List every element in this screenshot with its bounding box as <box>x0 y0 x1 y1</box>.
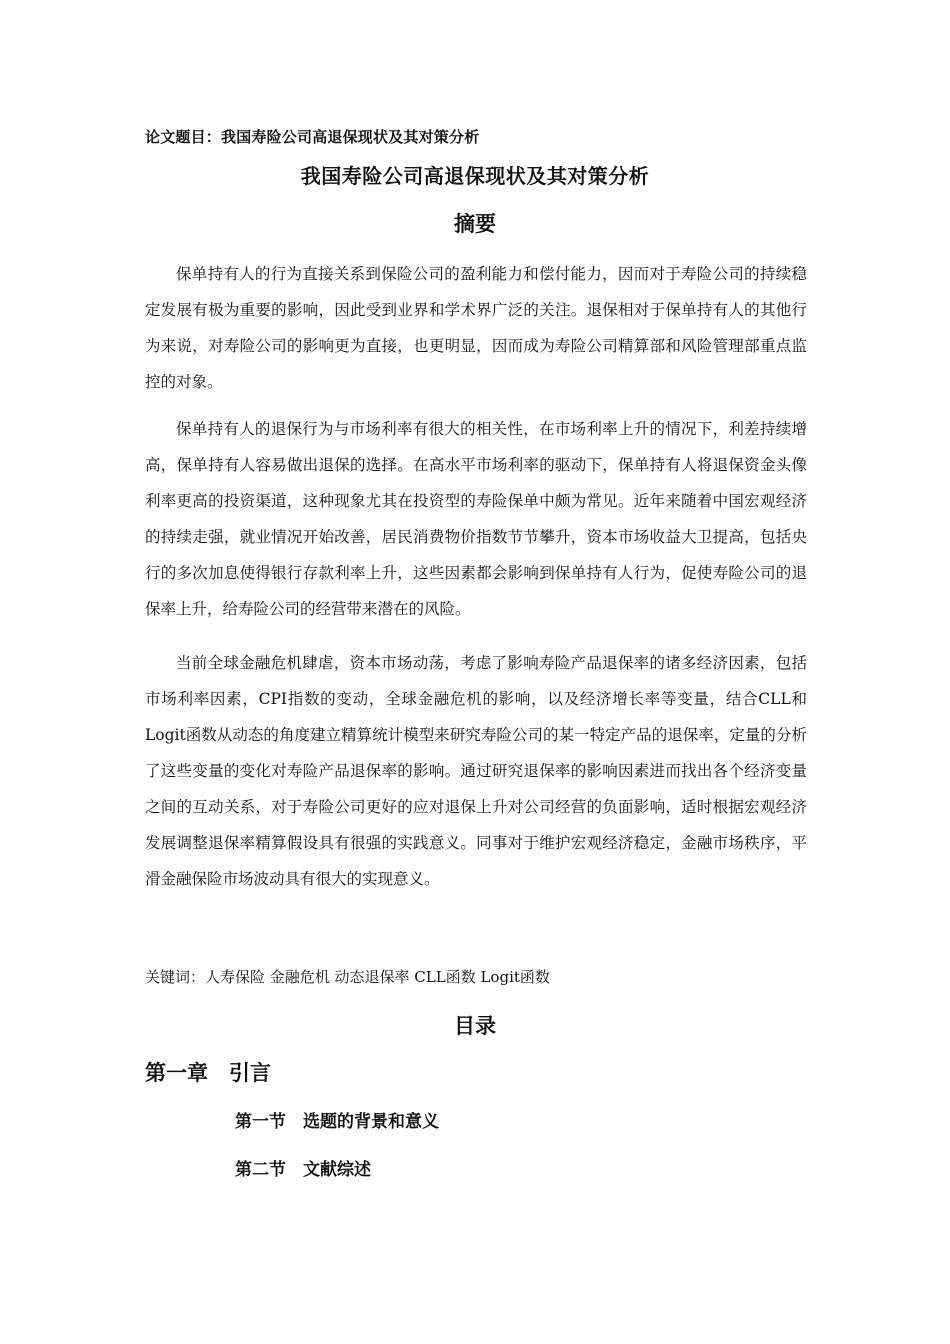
toc-section-2: 第二节 文献综述 <box>235 1160 371 1180</box>
abstract-paragraph-1: 保单持有人的行为直接关系到保险公司的盈利能力和偿付能力，因而对于寿险公司的持续稳定发展有极为重要的影响，因此受到业界和学术界广泛的关注。退保相对于保单持有人的其他行为来说，对寿险公司的影响更为直接，也更明显，因而成为寿险公司精算部和风险管理部重点监控的对象。 <box>145 265 807 391</box>
thesis-title-label: 论文题目：我国寿险公司高退保现状及其对策分析 <box>145 128 480 146</box>
abstract-paragraph-2: 保单持有人的退保行为与市场利率有很大的相关性，在市场利率上升的情况下，利差持续增高，保单持有人容易做出退保的选择。在高水平市场利率的驱动下，保单持有人将退保资金头像利率更高的投资渠道，这种现象尤其在投资型的寿险保单中颇为常见。近年来随着中国宏观经济的持续走强，就业情况开始改善，居民消费物价指数节节攀升，资本市场收益大卫提高，包括央行的多次加息使得银行存款利率上升，这些因素都会影响到保单持有人行为，促使寿险公司的退保率上升，给寿险公司的经营带来潜在的风险。 <box>145 420 807 618</box>
toc-section-1: 第一节 选题的背景和意义 <box>235 1112 439 1132</box>
page-title: 我国寿险公司高退保现状及其对策分析 <box>300 164 650 188</box>
toc-heading: 目录 <box>454 1013 496 1038</box>
abstract-heading: 摘要 <box>454 211 496 236</box>
keywords-line: 关键词：人寿保险 金融危机 动态退保率 CLL函数 Logit函数 <box>145 968 550 986</box>
toc-chapter-1: 第一章 引言 <box>145 1060 271 1085</box>
abstract-paragraph-3: 当前全球金融危机肆虐，资本市场动荡，考虑了影响寿险产品退保率的诸多经济因素，包括市场利率因素，CPI指数的变动，全球金融危机的影响，以及经济增长率等变量，结合CLL和Logit函数从动态的角度建立精算统计模型来研究寿险公司的某一特定产品的退保率，定量的分析了这些变量的变化对寿险产品退保率的影响。通过研究退保率的影响因素进而找出各个经济变量之间的互动关系，对于寿险公司更好的应对退保上升对公司经营的负面影响，适时根据宏观经济发展调整退保率精算假设具有很强的实践意义。同事对于维护宏观经济稳定，金融市场秩序，平滑金融保险市场波动具有很大的实现意义。 <box>145 654 807 888</box>
